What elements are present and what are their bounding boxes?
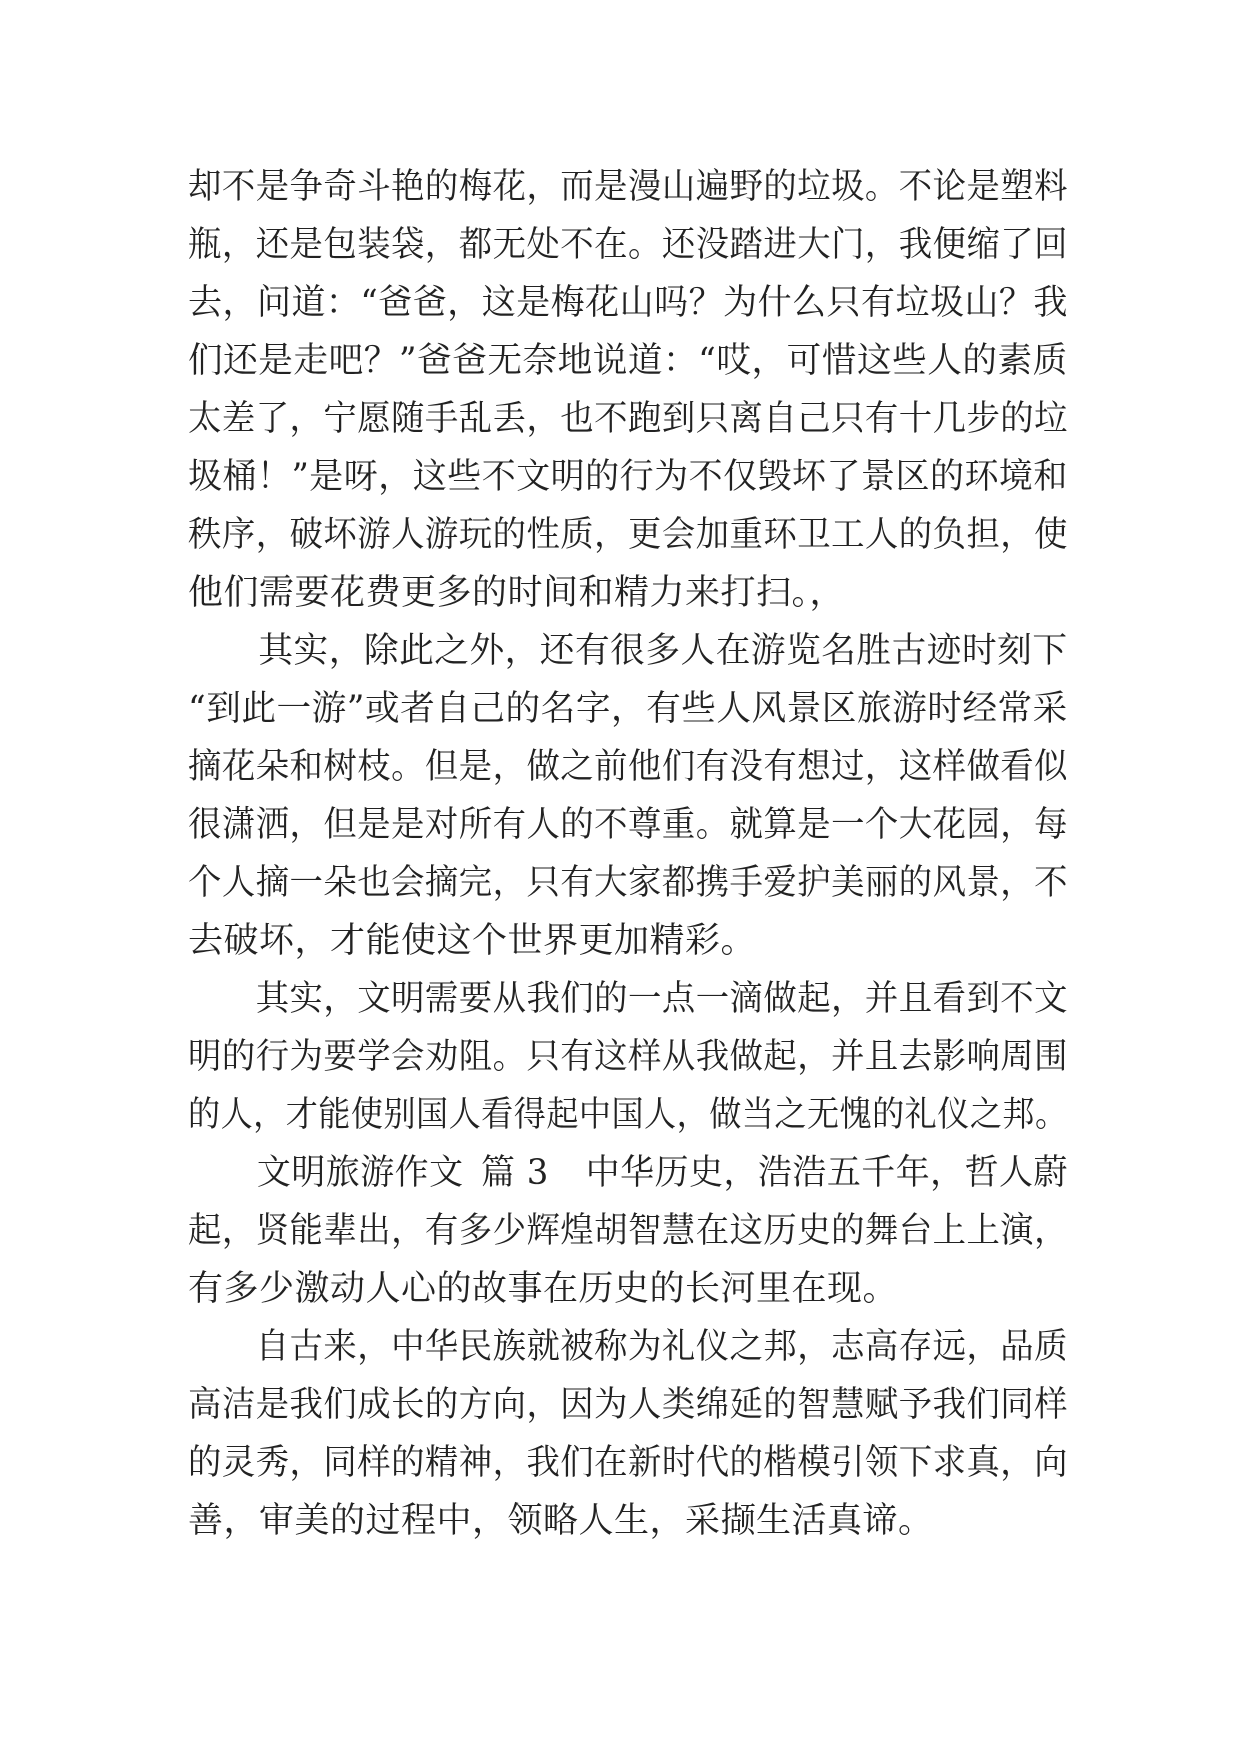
text-line: 却不是争奇斗艳的梅花，而是漫山遍野的垃圾。不论是塑料 — [188, 167, 1069, 207]
text-line: 其实，文明需要从我们的一点一滴做起，并且看到不文 — [188, 979, 1069, 1019]
text-line: 起，贤能辈出，有多少辉煌胡智慧在这历史的舞台上上演， — [188, 1211, 1069, 1251]
text-line: 个人摘一朵也会摘完，只有大家都携手爱护美丽的风景，不 — [188, 863, 1069, 903]
text-line: “到此一游”或者自己的名字，有些人风景区旅游时经常采 — [188, 689, 1068, 729]
text-line: 自古来，中华民族就被称为礼仪之邦，志高存远，品质 — [188, 1327, 1069, 1367]
text-line: 去破坏，才能使这个世界更加精彩。 — [188, 921, 757, 961]
text-line: 的灵秀，同样的精神，我们在新时代的楷模引领下求真，向 — [188, 1443, 1069, 1483]
text-line: 他们需要花费更多的时间和精力来打扫。， — [188, 573, 846, 613]
text-line: 高洁是我们成长的方向，因为人类绵延的智慧赋予我们同样 — [188, 1385, 1069, 1425]
text-line: 明的行为要学会劝阻。只有这样从我做起，并且去影响周围 — [188, 1037, 1069, 1077]
essay-title: 文明旅游作文 — [256, 1153, 464, 1193]
text-line: 其实，除此之外，还有很多人在游览名胜古迹时刻下 — [188, 631, 1068, 671]
section-heading-line — [188, 1144, 1068, 1202]
section-number: 篇 3 — [481, 1153, 549, 1193]
heading-indent — [188, 1153, 257, 1193]
text-line: 善，审美的过程中，领略人生，采撷生活真谛。 — [188, 1501, 934, 1541]
section-opening-text: 中华历史，浩浩五千年，哲人蔚 — [585, 1153, 1068, 1193]
text-line: 很潇洒，但是是对所有人的不尊重。就算是一个大花园，每 — [188, 805, 1069, 845]
text-line: 们还是走吧？”爸爸无奈地说道：“哎，可惜这些人的素质 — [188, 341, 1068, 381]
document-body — [188, 158, 1068, 1550]
text-line: 圾桶！”是呀，这些不文明的行为不仅毁坏了景区的环境和 — [188, 457, 1068, 497]
text-line: 秩序，破坏游人游玩的性质，更会加重环卫工人的负担，使 — [188, 515, 1069, 555]
text-line: 瓶，还是包装袋，都无处不在。还没踏进大门，我便缩了回 — [188, 225, 1069, 265]
text-line: 去，问道：“爸爸，这是梅花山吗？为什么只有垃圾山？我 — [188, 283, 1068, 323]
text-line: 有多少激动人心的故事在历史的长河里在现。 — [188, 1269, 899, 1309]
text-line: 的人，才能使别国人看得起中国人，做当之无愧的礼仪之邦。 — [188, 1095, 1068, 1135]
text-line: 太差了，宁愿随手乱丢，也不跑到只离自己只有十几步的垃 — [188, 399, 1069, 439]
text-line: 摘花朵和树枝。但是，做之前他们有没有想过，这样做看似 — [188, 747, 1069, 787]
